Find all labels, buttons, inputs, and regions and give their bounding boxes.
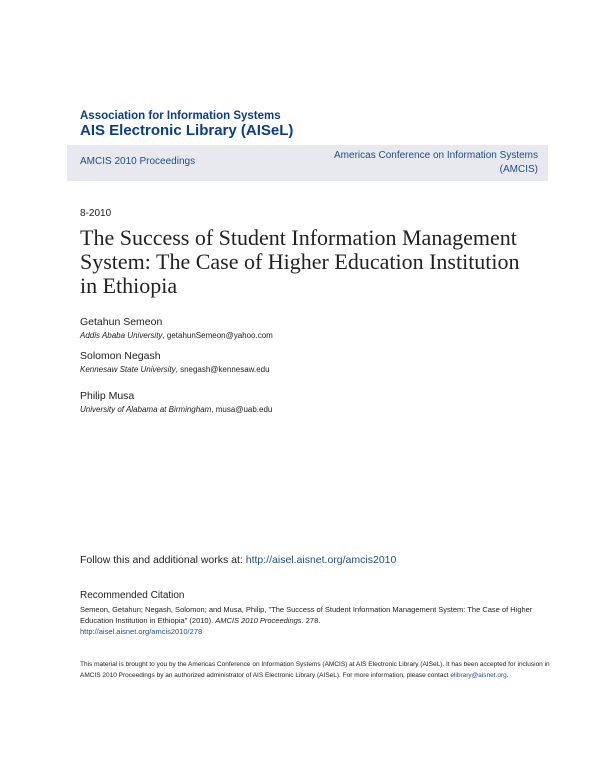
author-affiliation	[80, 405, 272, 414]
author-affiliation	[80, 365, 270, 374]
follow-text: Follow this and additional works at:	[80, 554, 246, 566]
library-name[interactable]: AIS Electronic Library (AISeL)	[80, 122, 294, 139]
collection-link[interactable]: http://aisel.aisnet.org/amcis2010	[245, 554, 397, 566]
author-block-1	[80, 316, 273, 340]
footer-note	[80, 659, 550, 681]
contact-email-link[interactable]: elibrary@aisnet.org	[450, 672, 507, 679]
author-block-2	[80, 350, 270, 374]
paper-title: The Success of Student Information Management System: The Case of Higher Education Institution in Ethiopia	[80, 225, 520, 298]
citation-body: Semeon, Getahun; Negash, Solomon; and Musa, Philip, "The Success of Student Information Management System: The Case of Higher Education Institution in Ethiopia" (2010).	[80, 605, 533, 625]
footer-text: This material is brought to you by the Americas Conference on Information Systems (AMCIS) at AIS Electronic Library (AISeL). It has been accepted for inclusion in AMCIS 2010 Proceedings by an authorized administrator of AIS Electronic Library (AISeL). For more information, please contact	[80, 661, 550, 679]
author-block-3	[80, 390, 272, 414]
citation-link[interactable]: http://aisel.aisnet.org/amcis2010/278	[80, 627, 203, 636]
author-email[interactable]: musa@uab.edu	[215, 405, 273, 414]
author-email[interactable]: snegash@kennesaw.edu	[180, 365, 270, 374]
footer-period: .	[506, 672, 509, 679]
author-affiliation	[80, 331, 273, 340]
follow-line	[80, 554, 396, 566]
citation-proceedings: AMCIS 2010 Proceedings	[215, 616, 302, 625]
comma-separator: ,	[175, 365, 181, 374]
comma-separator: ,	[211, 405, 216, 414]
comma-separator: ,	[162, 331, 167, 340]
citation-text	[80, 604, 550, 637]
author-name: Solomon Negash	[80, 350, 161, 362]
citation-number: . 278.	[301, 616, 321, 625]
proceedings-link[interactable]: AMCIS 2010 Proceedings	[80, 156, 196, 167]
author-name: Getahun Semeon	[80, 316, 163, 328]
affiliation-name: Kennesaw State University	[80, 365, 176, 374]
association-name: Association for Information Systems	[80, 110, 281, 122]
conference-link[interactable]: Americas Conference on Information Systems (AMCIS)	[334, 150, 538, 175]
recommended-citation-heading: Recommended Citation	[80, 590, 185, 601]
publication-date: 8-2010	[80, 208, 112, 219]
affiliation-name: University of Alabama at Birmingham	[80, 405, 212, 414]
author-email[interactable]: getahunSemeon@yahoo.com	[166, 331, 273, 340]
author-name: Philip Musa	[80, 390, 135, 402]
affiliation-name: Addis Ababa University	[80, 331, 163, 340]
